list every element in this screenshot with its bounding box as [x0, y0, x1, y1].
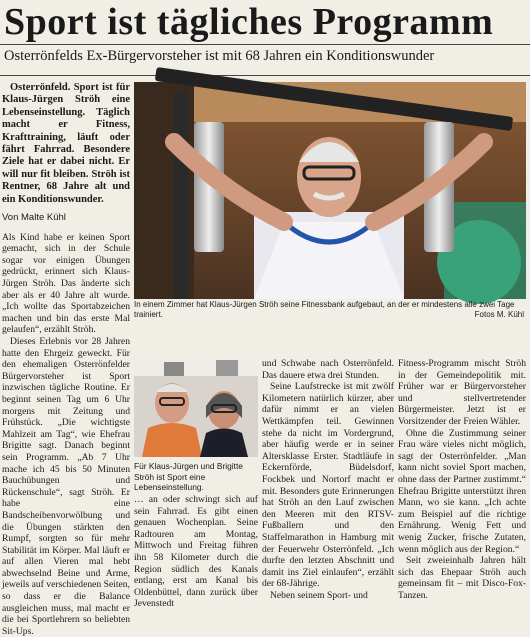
- couple-photo: [134, 358, 258, 457]
- column-1: [2, 82, 130, 637]
- column-2-bottom: … an oder schwingt sich auf sein Fahrrad. Es gibt einen genauen Wochenplan. Seine Radtouren am Montag, Mittwoch und Freitag führen ihn 58 Kilometer durch die Region südlich des Kanals entlang, erst am Kanal bis Oldenbüttel, dann zurück über Jevenstedt: [134, 494, 258, 610]
- body-paragraph: Fitness-Programm mischt Ströh in der Gemeindepolitik mit. Früher war er Bürgervorsteher und stellvertretender Bürgermeister. Jetzt ist er Vorsitzender der Freien Wähler.: [398, 358, 526, 427]
- article-headline: Sport ist tägliches Programm: [4, 1, 494, 43]
- lead-text: Sport ist für Klaus-Jürgen Ströh eine Lebenseinstellung. Täglich macht er Fitness, Krafttraining, läuft oder fährt Fahrrad. Besondere Ziele hat er dabei nicht. Er will nur fit bleiben. Ströh ist Rentner, 68 Jahre alt und ein Konditionswunder.: [2, 82, 130, 205]
- dateline: Osterrönfeld.: [10, 82, 71, 93]
- article-subheadline: Osterrönfelds Ex-Bürgervorsteher ist mit 68 Jahren ein Konditionswunder: [4, 48, 435, 64]
- subheadline-rule: [0, 75, 530, 76]
- fitness-bench-photo: [134, 82, 526, 299]
- couple-photo-caption: Für Klaus-Jürgen und Brigitte Ströh ist Sport eine Lebenseinstellung.: [134, 461, 243, 493]
- body-paragraph: Seine Laufstrecke ist mit zwölf Kilometern natürlich kürzer, aber dafür nimmt er an vielen Wettkämpfen teil. Gewinnen stehe da nicht im Vordergrund, aber häufig werde er in seiner Altersklasse Erster. Stadtläufe in Eckernförde, Büdelsdorf, Fockbek und Nortorf macht er mit. Besonders gute Erinnerungen hat Ströh an den Lauf zwischen den Meeren mit den RTSV-Fußballern und den Staffelmarathon in Hamburg mit der Feuerwehr Osterrönfeld. „Ich durfte den letzten Abschnitt und damit ins Ziel einlaufen“, erzählt der 68-Jährige.: [262, 381, 394, 590]
- main-photo: [134, 82, 526, 299]
- lead-paragraph: [2, 82, 130, 206]
- body-paragraph: Ohne die Zustimmung seiner Frau wäre vieles nicht möglich, sagt der Osterrönfelder. „Man kann nicht soviel Sport machen, ohne dass der Partner zustimmt.“ Ehefrau Brigitte unterstützt ihren Mann, wo sie kann. „Ich achte zum Beispiel auf die richtige Ernährung. Wenig Fett und wenig Zucker, frische Zutaten, wenn möglich aus der Region.“: [398, 427, 526, 555]
- byline: Von Malte Kühl: [2, 212, 66, 224]
- headline-rule: [0, 44, 530, 45]
- photo-credit: Fotos M. Kühl: [474, 310, 524, 319]
- body-paragraph: Als Kind habe er keinen Sport gemacht, sich in der Schule sogar vor einigen Übungen gedrückt, erinnert sich Klaus-Jürgen Ströh. Das änderte sich aber als er 40 Jahre alt wurde. „Ich wollte das Sportabzeichen machen und bin das erste Mal gelaufen“, erzählt Ströh.: [2, 231, 130, 336]
- body-paragraph: Seit zweieinhalb Jahren hält sich das Ehepaar Ströh auch gemeinsam fit – mit Disco-Fox-Tanzen.: [398, 555, 526, 601]
- column-4: [398, 358, 526, 601]
- column-3: [262, 358, 394, 601]
- body-paragraph: Neben seinem Sport- und: [270, 589, 368, 601]
- main-photo-caption: In einem Zimmer hat Klaus-Jürgen Ströh seine Fitnessbank aufgebaut, an der er mindestens alle zwei Tage trainiert.: [134, 300, 515, 319]
- couple-photo-image: [134, 358, 258, 457]
- body-paragraph: Dieses Erlebnis vor 28 Jahren hatte den Ehrgeiz geweckt. Für den ehemaligen Osterrönfelder Bürgervorsteher ist Sport inzwischen tägliche Routine. Er beginnt seinen Tag um 6 Uhr morgens mit Zeitung und Frühstück. „Die wichtigste Mahlzeit am Tag“, wie Ehefrau Brigitte sagt. Danach beginnt sein Programm. „Ab 7 Uhr mache ich 45 bis 50 Minuten Bauchübungen und Rückenschule“, sagt Ströh. Er habe eine Bandscheibenvorwölbung und die Übungen stärkten den Rumpf, sorgten so für mehr Stabilität im Körper. Mal läuft er auf allen Vieren mal hebt abwechselnd Beine und Arme, jeweils auf verschiedenen Seiten, so dass er die Balance ausgleichen muss, mal macht er die bei Sportlehrern so beliebten Sit-Ups.: [2, 336, 130, 637]
- body-paragraph: und Schwabe nach Osterrönfeld. Das dauere etwa drei Stunden.: [262, 358, 394, 381]
